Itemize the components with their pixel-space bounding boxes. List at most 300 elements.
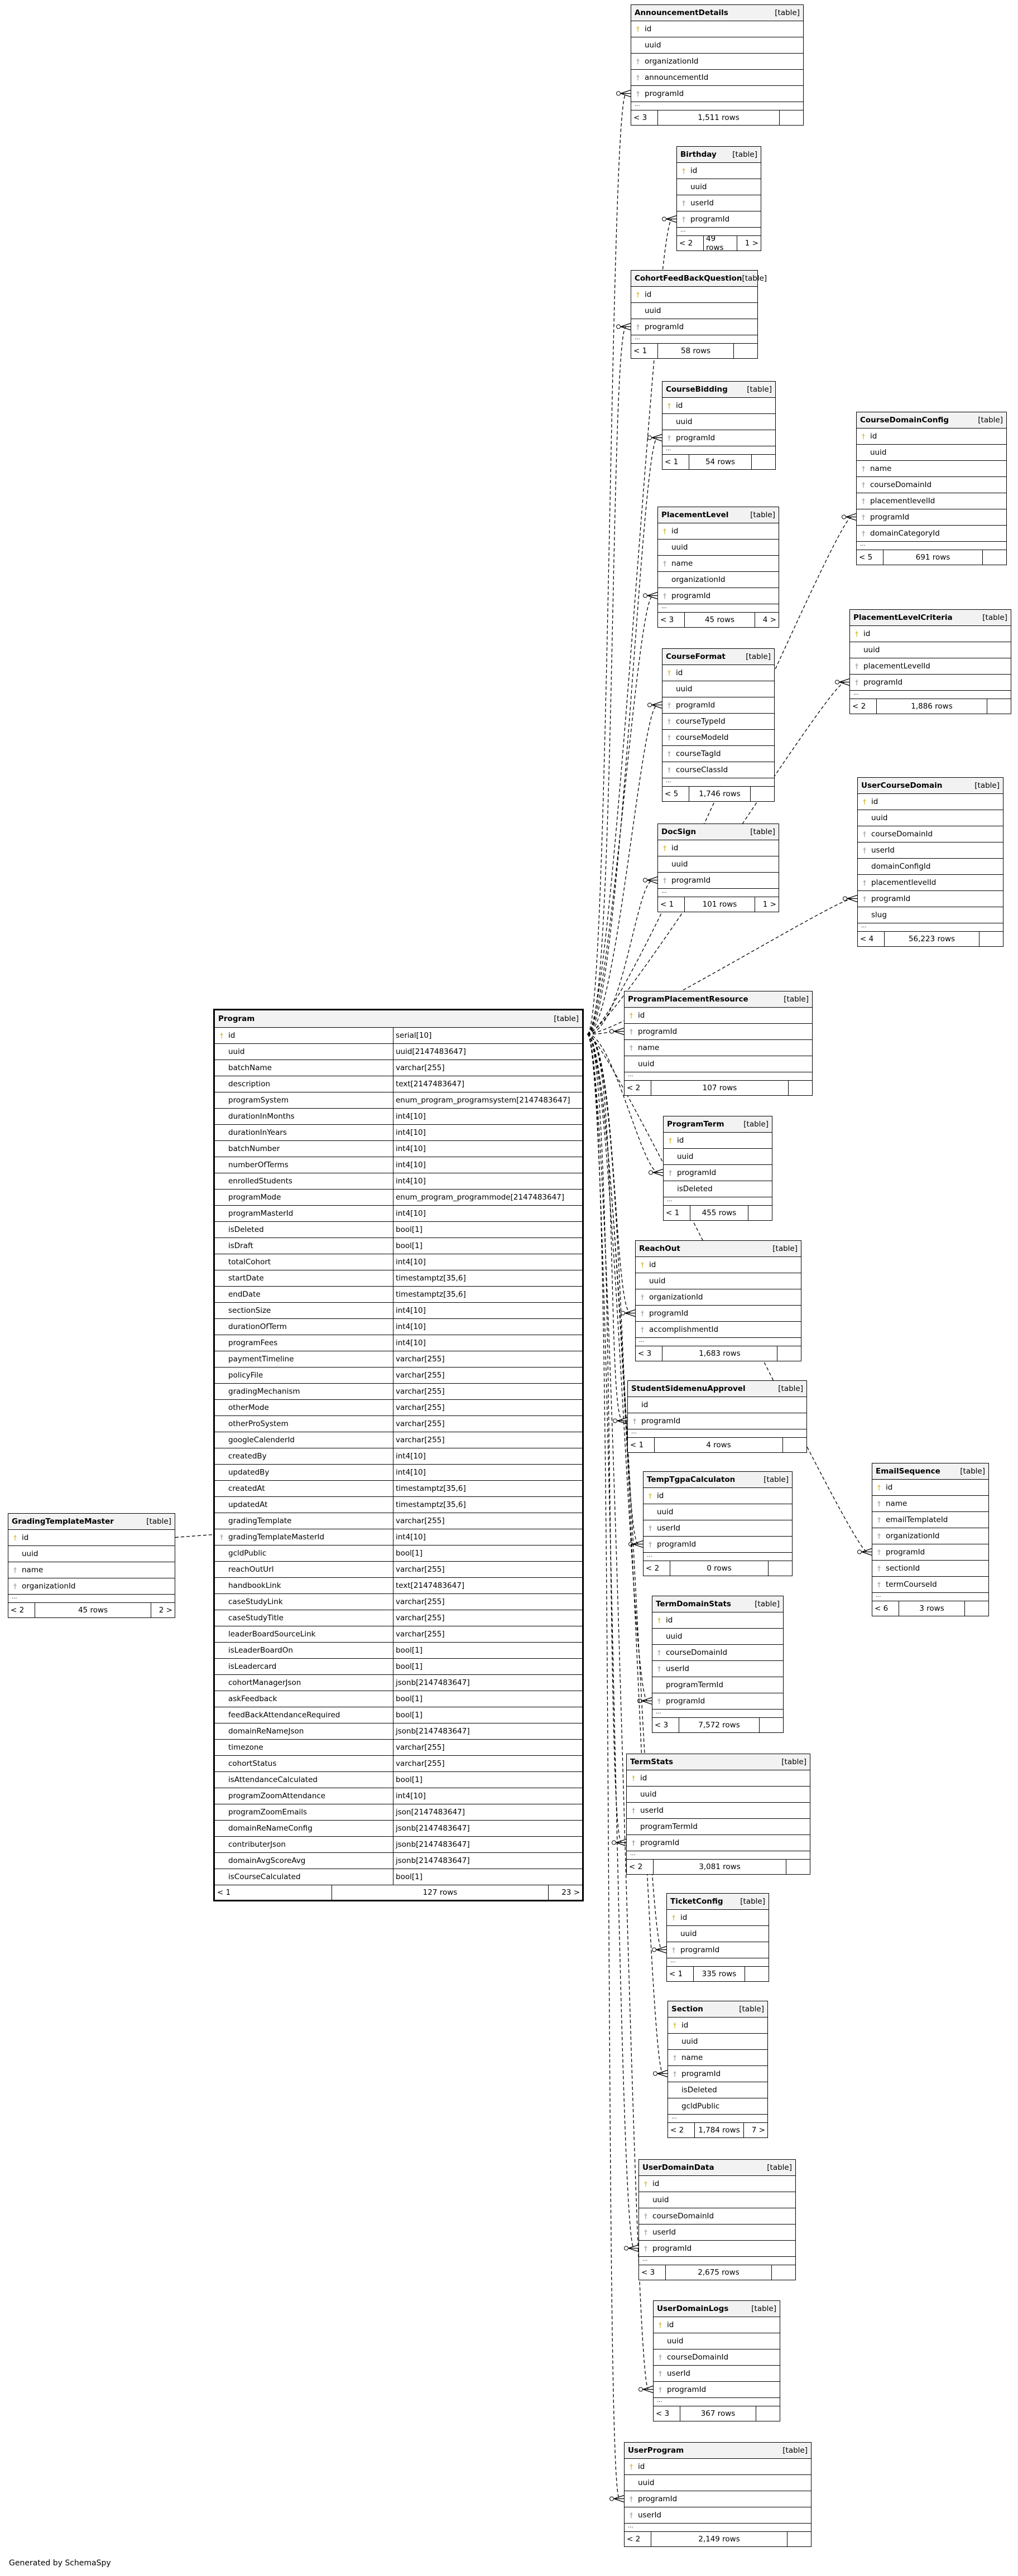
table-cohort-feed-back-question[interactable]	[631, 270, 767, 359]
column-row[interactable]	[667, 1926, 769, 1942]
column-row[interactable]	[858, 875, 1003, 891]
column-row[interactable]	[857, 526, 1006, 542]
column-row[interactable]	[858, 794, 1003, 810]
column-row[interactable]	[215, 1206, 582, 1222]
column-row[interactable]	[662, 762, 774, 778]
column-row[interactable]	[8, 1546, 175, 1562]
parents-link[interactable]: < 1	[662, 455, 689, 469]
column-row[interactable]	[625, 2507, 811, 2524]
column-row[interactable]	[215, 1109, 582, 1125]
column-row[interactable]	[215, 1270, 582, 1287]
column-row[interactable]	[654, 2317, 780, 2333]
column-row[interactable]	[872, 1577, 988, 1593]
column-row[interactable]	[215, 1432, 582, 1448]
children-link[interactable]	[769, 1561, 792, 1576]
children-link[interactable]: 4 >	[762, 615, 776, 624]
column-row[interactable]	[658, 540, 779, 556]
column-row[interactable]	[677, 211, 761, 228]
column-row[interactable]	[215, 1448, 582, 1465]
parents-link[interactable]: < 4	[858, 932, 885, 946]
column-row[interactable]	[215, 1723, 582, 1740]
children-link[interactable]	[777, 1346, 801, 1361]
column-row[interactable]	[215, 1788, 582, 1804]
column-row[interactable]	[215, 1416, 582, 1432]
crowsfoot-marker	[862, 1549, 872, 1556]
column-row[interactable]	[668, 2034, 767, 2050]
column-row[interactable]	[215, 1287, 582, 1303]
column-row[interactable]	[625, 1040, 812, 1056]
parents-link[interactable]: < 1	[658, 897, 685, 912]
column-row[interactable]	[631, 70, 803, 86]
column-row[interactable]	[628, 1397, 806, 1413]
column-row[interactable]	[662, 665, 774, 681]
column-row[interactable]	[625, 2475, 811, 2491]
children-link[interactable]	[780, 110, 803, 125]
column-row[interactable]	[652, 1645, 783, 1661]
parents-link[interactable]: < 3	[636, 1346, 662, 1361]
column-cell	[658, 540, 779, 555]
column-row[interactable]	[668, 2082, 767, 2098]
column-row[interactable]	[215, 1756, 582, 1772]
column-row[interactable]	[628, 1413, 806, 1429]
column-row[interactable]	[627, 1803, 810, 1819]
children-link[interactable]	[987, 699, 1011, 714]
column-row[interactable]	[677, 195, 761, 211]
column-row[interactable]	[872, 1496, 988, 1512]
column-row[interactable]	[858, 907, 1003, 923]
column-name: uuid	[638, 1060, 655, 1068]
children-link[interactable]	[789, 1081, 812, 1095]
column-row[interactable]	[857, 445, 1006, 461]
table-section[interactable]	[668, 2001, 768, 2138]
column-name: programId	[638, 1027, 678, 1036]
column-row[interactable]	[850, 675, 1011, 691]
children-link[interactable]	[783, 1438, 806, 1452]
column-row[interactable]	[8, 1562, 175, 1578]
column-row[interactable]	[636, 1257, 801, 1273]
parents-link[interactable]: < 3	[639, 2265, 666, 2280]
column-row[interactable]	[857, 428, 1006, 445]
column-row[interactable]	[215, 1190, 582, 1206]
column-row[interactable]	[636, 1273, 801, 1289]
children-link[interactable]	[979, 932, 1003, 946]
table-header	[215, 1010, 582, 1028]
children-link[interactable]	[745, 1967, 769, 1981]
primary-key-icon: †	[672, 1914, 675, 1922]
column-cell	[658, 840, 779, 856]
more-columns-ellipsis: ...	[664, 1197, 772, 1206]
column-row[interactable]	[639, 2192, 795, 2208]
table-course-bidding[interactable]	[662, 381, 776, 470]
column-row[interactable]	[667, 1942, 769, 1958]
column-row[interactable]	[654, 2349, 780, 2366]
table-program[interactable]	[213, 1009, 584, 1901]
column-row[interactable]	[625, 1056, 812, 1072]
column-row[interactable]	[644, 1504, 792, 1520]
column-row[interactable]	[858, 842, 1003, 859]
column-row[interactable]	[8, 1530, 175, 1546]
table-course-format[interactable]	[662, 648, 775, 802]
table-student-sidemenu-approvel[interactable]	[627, 1380, 807, 1453]
column-row[interactable]	[215, 1238, 582, 1254]
parents-link[interactable]: < 2	[668, 2123, 695, 2137]
children-link[interactable]	[965, 1601, 988, 1616]
column-row[interactable]	[654, 2382, 780, 2398]
column-row[interactable]	[662, 730, 774, 746]
column-row[interactable]	[215, 1044, 582, 1060]
column-name: courseDomainId	[666, 1648, 728, 1657]
column-name: batchNumber	[228, 1144, 280, 1153]
column-name: uuid	[640, 1790, 657, 1799]
column-row[interactable]	[668, 2066, 767, 2082]
table-user-course-domain[interactable]	[857, 777, 1003, 947]
column-cell	[215, 1141, 393, 1157]
column-row[interactable]	[215, 1578, 582, 1594]
children-link[interactable]: 23 >	[561, 1888, 580, 1897]
column-row[interactable]	[662, 714, 774, 730]
generated-by-note: Generated by SchemaSpy	[9, 2559, 111, 2568]
column-row[interactable]	[215, 1562, 582, 1578]
row-count: 101 rows	[685, 897, 755, 912]
column-row[interactable]	[627, 1835, 810, 1851]
parents-link[interactable]: < 3	[654, 2406, 680, 2421]
column-row[interactable]	[639, 2208, 795, 2224]
children-link[interactable]	[752, 455, 775, 469]
column-cell	[215, 1675, 393, 1691]
column-row[interactable]	[215, 1643, 582, 1659]
table-user-domain-logs[interactable]	[653, 2300, 780, 2421]
column-row[interactable]	[857, 461, 1006, 477]
parents-link[interactable]: < 3	[658, 613, 685, 627]
parents-link[interactable]: < 5	[662, 787, 689, 801]
column-row[interactable]	[872, 1561, 988, 1577]
column-row[interactable]	[631, 287, 757, 303]
column-row[interactable]	[8, 1578, 175, 1595]
column-row[interactable]	[850, 658, 1011, 675]
parents-link[interactable]: < 2	[625, 2532, 651, 2546]
column-row[interactable]	[662, 398, 775, 414]
column-row[interactable]	[215, 1303, 582, 1319]
column-cell	[215, 1368, 393, 1383]
parents-link[interactable]: < 2	[8, 1603, 35, 1617]
column-row[interactable]	[631, 319, 757, 335]
column-row[interactable]	[664, 1133, 772, 1149]
children-link[interactable]	[751, 787, 774, 801]
table-name: PlacementLevel	[661, 511, 729, 519]
column-row[interactable]	[215, 1837, 582, 1853]
column-row[interactable]	[652, 1677, 783, 1693]
column-row[interactable]	[857, 493, 1006, 509]
more-columns-ellipsis: ...	[677, 228, 761, 236]
children-link[interactable]	[748, 1206, 772, 1220]
column-row[interactable]	[215, 1157, 582, 1173]
column-name: programId	[641, 1417, 681, 1426]
column-row[interactable]	[631, 303, 757, 319]
column-row[interactable]	[639, 2241, 795, 2257]
children-link[interactable]	[734, 344, 757, 358]
column-row[interactable]	[215, 1319, 582, 1335]
column-cell	[636, 1273, 801, 1289]
column-row[interactable]	[850, 642, 1011, 658]
table-course-domain-config[interactable]	[856, 412, 1007, 565]
table-name: UserProgram	[628, 2446, 684, 2455]
column-cell	[872, 1561, 988, 1576]
column-row[interactable]	[215, 1740, 582, 1756]
column-row[interactable]	[215, 1691, 582, 1707]
table-user-domain-data[interactable]	[638, 2159, 796, 2280]
column-type: timestamptz[35,6]	[396, 1274, 466, 1283]
column-row[interactable]	[625, 2459, 811, 2475]
table-type-label: [table]	[767, 2163, 792, 2172]
column-row[interactable]	[215, 1060, 582, 1076]
column-row[interactable]	[631, 54, 803, 70]
column-row[interactable]	[215, 1659, 582, 1675]
column-row[interactable]	[644, 1488, 792, 1504]
parents-link[interactable]: < 1	[628, 1438, 655, 1452]
parents-link[interactable]: < 3	[631, 110, 658, 125]
column-row[interactable]	[644, 1537, 792, 1553]
column-cell	[658, 556, 779, 571]
column-row[interactable]	[668, 2018, 767, 2034]
column-name: courseClassId	[676, 765, 728, 774]
column-row[interactable]	[857, 509, 1006, 526]
column-row[interactable]	[662, 697, 774, 714]
column-row[interactable]	[858, 810, 1003, 826]
table-footer	[631, 110, 803, 125]
column-row[interactable]	[215, 1626, 582, 1643]
column-row[interactable]	[215, 1028, 582, 1044]
column-row[interactable]	[658, 840, 779, 856]
column-row[interactable]	[627, 1770, 810, 1787]
column-row[interactable]	[658, 856, 779, 873]
table-placement-level[interactable]	[657, 507, 779, 628]
table-type-label: [table]	[782, 2446, 808, 2455]
table-reach-out[interactable]	[635, 1240, 801, 1361]
column-row[interactable]	[215, 1675, 582, 1691]
column-row[interactable]	[215, 1610, 582, 1626]
parents-link[interactable]: < 2	[644, 1561, 670, 1576]
column-row[interactable]	[644, 1520, 792, 1537]
parents-link[interactable]: < 3	[652, 1718, 679, 1732]
table-header	[654, 2301, 780, 2317]
column-type: varchar[255]	[396, 1419, 445, 1428]
column-row[interactable]	[652, 1629, 783, 1645]
column-row[interactable]	[654, 2366, 780, 2382]
children-link[interactable]: 7 >	[751, 2126, 765, 2135]
column-row[interactable]	[858, 826, 1003, 842]
table-term-domain-stats[interactable]	[652, 1596, 784, 1733]
column-cell	[858, 826, 1003, 842]
column-row[interactable]	[662, 746, 774, 762]
column-row[interactable]	[215, 1529, 582, 1545]
column-name: gradingTemplate	[228, 1516, 292, 1525]
column-row[interactable]	[658, 572, 779, 588]
column-row[interactable]	[215, 1497, 582, 1513]
column-row[interactable]	[654, 2333, 780, 2349]
column-row[interactable]	[858, 859, 1003, 875]
column-row[interactable]	[215, 1513, 582, 1529]
children-link[interactable]: 1 >	[762, 900, 776, 909]
table-birthday[interactable]	[676, 146, 761, 251]
more-columns-ellipsis: ...	[636, 1338, 801, 1346]
column-row[interactable]	[667, 1910, 769, 1926]
column-row[interactable]	[639, 2176, 795, 2192]
column-row[interactable]	[677, 179, 761, 195]
column-row[interactable]	[215, 1804, 582, 1821]
column-row[interactable]	[215, 1594, 582, 1610]
column-type: timestamptz[35,6]	[396, 1290, 466, 1299]
table-program-term[interactable]	[663, 1116, 772, 1221]
column-cell	[654, 2333, 780, 2349]
children-link[interactable]	[983, 550, 1006, 565]
column-row[interactable]	[662, 681, 774, 697]
column-row[interactable]	[215, 1853, 582, 1869]
column-row[interactable]	[215, 1254, 582, 1270]
column-row[interactable]	[215, 1384, 582, 1400]
column-row[interactable]	[215, 1141, 582, 1157]
parents-link[interactable]: < 2	[677, 236, 704, 251]
column-row[interactable]	[639, 2224, 795, 2241]
column-cell	[215, 1497, 393, 1513]
column-row[interactable]	[850, 626, 1011, 642]
parents-link[interactable]: < 5	[857, 550, 883, 565]
column-row[interactable]	[215, 1351, 582, 1368]
column-row[interactable]	[215, 1368, 582, 1384]
column-row[interactable]	[664, 1181, 772, 1197]
table-doc-sign[interactable]	[657, 824, 779, 912]
table-temp-tgpa-calculaton[interactable]	[643, 1471, 793, 1576]
column-cell	[8, 1530, 175, 1545]
table-term-stats[interactable]	[626, 1754, 810, 1875]
column-row[interactable]	[215, 1545, 582, 1562]
column-row[interactable]	[668, 2050, 767, 2066]
column-cell	[636, 1306, 801, 1321]
table-email-sequence[interactable]	[872, 1463, 989, 1616]
parents-link[interactable]: < 1	[664, 1206, 690, 1220]
column-row[interactable]	[215, 1707, 582, 1723]
column-row[interactable]	[627, 1819, 810, 1835]
column-name: reachOutUrl	[228, 1565, 274, 1574]
column-type: int4[10]	[396, 1792, 426, 1800]
column-row[interactable]	[664, 1149, 772, 1165]
column-row[interactable]	[658, 588, 779, 604]
column-row[interactable]	[215, 1821, 582, 1837]
column-row[interactable]	[627, 1787, 810, 1803]
table-grading-template-master[interactable]	[8, 1513, 175, 1618]
column-row[interactable]	[625, 1024, 812, 1040]
table-type-label: [table]	[742, 274, 767, 283]
optional-marker	[621, 1311, 625, 1315]
column-row[interactable]	[631, 37, 803, 54]
column-row[interactable]	[215, 1092, 582, 1109]
column-name: uuid	[676, 685, 693, 694]
parents-link[interactable]: < 2	[627, 1860, 654, 1874]
column-row[interactable]	[631, 21, 803, 37]
column-row[interactable]	[652, 1661, 783, 1677]
column-cell	[857, 477, 1006, 493]
column-row[interactable]	[652, 1612, 783, 1629]
column-row[interactable]	[215, 1335, 582, 1351]
children-link[interactable]: 2 >	[159, 1606, 172, 1615]
column-row[interactable]	[872, 1512, 988, 1528]
column-row[interactable]	[662, 414, 775, 430]
parents-link[interactable]: < 1	[215, 1885, 332, 1900]
parents-link[interactable]: < 1	[631, 344, 658, 358]
column-row[interactable]	[215, 1481, 582, 1497]
column-row[interactable]	[625, 1008, 812, 1024]
children-link[interactable]	[772, 2265, 795, 2280]
children-link[interactable]: 1 >	[745, 239, 758, 248]
column-row[interactable]	[677, 163, 761, 179]
parents-link[interactable]: < 2	[625, 1081, 651, 1095]
table-user-program[interactable]	[624, 2442, 811, 2547]
table-name: Section	[671, 2005, 703, 2014]
parents-link[interactable]: < 2	[850, 699, 877, 714]
column-row[interactable]	[631, 86, 803, 102]
column-row[interactable]	[215, 1400, 582, 1416]
column-row[interactable]	[215, 1869, 582, 1885]
column-cell	[215, 1513, 393, 1529]
column-row[interactable]	[662, 430, 775, 446]
children-link[interactable]	[786, 1860, 810, 1874]
column-row[interactable]	[857, 477, 1006, 493]
column-row[interactable]	[658, 523, 779, 540]
more-columns-ellipsis: ...	[662, 778, 774, 787]
more-columns-ellipsis: ...	[658, 889, 779, 897]
column-row[interactable]	[625, 2491, 811, 2507]
column-row[interactable]	[636, 1306, 801, 1322]
table-type-label: [table]	[739, 2005, 764, 2014]
column-row[interactable]	[215, 1465, 582, 1481]
column-row[interactable]	[658, 556, 779, 572]
children-link[interactable]	[760, 1718, 783, 1732]
more-columns-ellipsis: ...	[627, 1851, 810, 1860]
table-footer	[662, 787, 774, 801]
table-ticket-config[interactable]	[666, 1893, 769, 1982]
column-row[interactable]	[668, 2098, 767, 2115]
column-row[interactable]	[658, 873, 779, 889]
column-row[interactable]	[636, 1322, 801, 1338]
column-row[interactable]	[215, 1125, 582, 1141]
column-row[interactable]	[652, 1693, 783, 1710]
column-name: name	[638, 1043, 660, 1052]
children-link[interactable]	[787, 2532, 811, 2546]
column-row[interactable]	[215, 1076, 582, 1092]
column-row[interactable]	[215, 1173, 582, 1190]
parents-link[interactable]: < 6	[872, 1601, 899, 1616]
table-name: UserCourseDomain	[861, 781, 943, 790]
parents-link[interactable]: < 1	[667, 1967, 694, 1981]
column-row[interactable]	[664, 1165, 772, 1181]
column-row[interactable]	[872, 1480, 988, 1496]
column-row[interactable]	[215, 1222, 582, 1238]
column-row[interactable]	[858, 891, 1003, 907]
table-announcement-details[interactable]	[631, 4, 804, 126]
column-row[interactable]	[215, 1772, 582, 1788]
column-row[interactable]	[872, 1528, 988, 1544]
table-placement-level-criteria[interactable]	[849, 609, 1011, 714]
crowsfoot-marker	[657, 2071, 668, 2077]
children-link[interactable]	[756, 2406, 780, 2421]
more-columns-ellipsis: ...	[628, 1429, 806, 1438]
column-row[interactable]	[872, 1544, 988, 1561]
table-footer	[662, 455, 775, 469]
column-row[interactable]	[636, 1289, 801, 1306]
table-name: CourseFormat	[666, 652, 726, 661]
table-program-placement-resource[interactable]	[624, 991, 813, 1096]
crowsfoot-marker	[847, 895, 857, 902]
primary-key-icon: †	[649, 1492, 652, 1500]
